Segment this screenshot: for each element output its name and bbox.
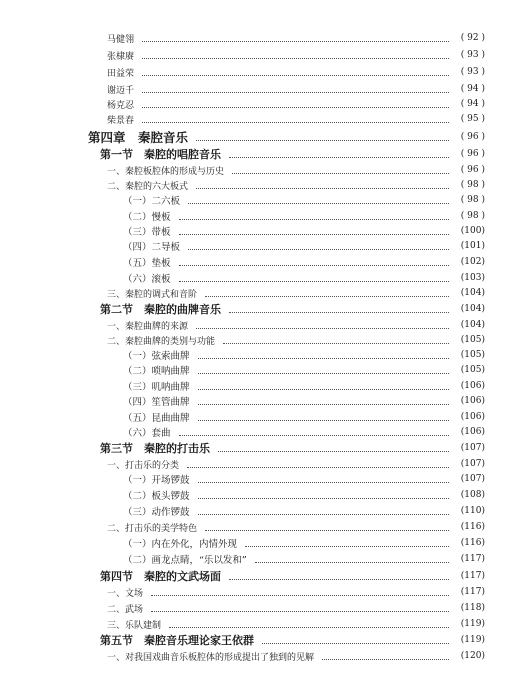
toc-entry-page: (120) [460,651,485,661]
dot-leader [188,203,449,204]
toc-entry-sub2 [0,409,515,425]
toc-entry-title: 二、秦腔的六大板式 [107,181,189,192]
toc-entry-person [0,81,515,97]
toc-entry-title: 一、对我国戏曲音乐板腔体的形成提出了独到的见解 [107,652,315,663]
toc-entry-page: ( 92 ) [460,33,485,43]
toc-entry-sub1 [0,177,515,193]
toc-entry-page: (104) [460,288,485,298]
toc-entry-title: 第四节 秦腔的文武场面 [100,570,221,583]
toc-entry-person [0,64,515,80]
toc-entry-page: (117) [460,571,485,581]
toc-entry-title: 柴景春 [107,115,135,126]
toc-entry-page: (100) [460,226,485,236]
dot-leader [218,451,449,452]
toc-entry-page: (102) [460,257,485,267]
toc-entry-title: 第四章 秦腔音乐 [88,130,189,145]
toc-entry-sub2 [0,223,515,239]
dot-leader [229,312,449,313]
toc-entry-page: ( 93 ) [460,50,485,60]
toc-entry-page: (119) [460,619,485,629]
toc-entry-title: （二）唢呐曲牌 [123,366,190,377]
toc-entry-sub2 [0,270,515,286]
toc-entry-title: （二）慢板 [123,212,171,223]
dot-leader [142,92,449,93]
toc-entry-page: (117) [460,554,485,564]
toc-entry-sub2 [0,535,515,551]
dot-leader [198,498,449,499]
toc-entry-page: (106) [460,396,485,406]
toc-entry-title: （四）二导板 [123,242,181,253]
dot-leader [205,530,449,531]
toc-entry-title: （三）动作锣鼓 [123,507,190,518]
toc-entry-page: (119) [460,635,485,645]
toc-entry-title: （三）带板 [123,227,171,238]
toc-entry-title: 第三节 秦腔的打击乐 [100,442,210,455]
dot-leader [229,579,449,580]
toc-entry-sub2 [0,551,515,567]
toc-entry-page: ( 98 ) [460,211,485,221]
toc-entry-page: (105) [460,335,485,345]
toc-entry-sub1 [0,162,515,178]
toc-entry-page: (117) [460,587,485,597]
toc-entry-page: (116) [460,522,485,532]
dot-leader [196,328,449,329]
toc-entry-title: 一、打击乐的分类 [107,460,180,471]
toc-entry-title: 三、秦腔的调式和音阶 [107,289,198,300]
toc-entry-page: (108) [460,490,485,500]
dot-leader [179,265,449,266]
toc-entry-page: ( 98 ) [460,180,485,190]
toc-entry-title: 第五节 秦腔音乐理论家王依群 [100,634,254,647]
dot-leader [229,157,449,158]
toc-entry-page: (118) [460,603,485,613]
dot-leader [262,643,449,644]
dot-leader [142,41,449,42]
toc-entry-sub1 [0,456,515,472]
toc-entry-page: (105) [460,365,485,375]
toc-entry-title: （一）二六板 [123,196,181,207]
dot-leader [142,58,449,59]
toc-entry-page: ( 93 ) [460,67,485,77]
toc-entry-section [0,632,515,648]
toc-entry-title: 马健翎 [107,34,135,45]
toc-entry-title: 谢迈千 [107,85,135,96]
toc-entry-section [0,146,515,162]
toc-entry-sub2 [0,192,515,208]
dot-leader [196,188,449,189]
toc-entry-page: (105) [460,350,485,360]
toc-entry-title: （六）滚板 [123,274,171,285]
toc-entry-page: (104) [460,320,485,330]
toc-entry-title: 一、文场 [107,588,144,599]
toc-entry-page: (107) [460,459,485,469]
dot-leader [223,343,449,344]
dot-leader [188,249,449,250]
dot-leader [142,122,449,123]
toc-entry-section [0,301,515,317]
dot-leader [198,389,449,390]
dot-leader [187,467,449,468]
toc-entry-sub1 [0,584,515,600]
dot-leader [245,546,449,547]
dot-leader [198,482,449,483]
toc-entry-page: (101) [460,241,485,251]
toc-entry-sub2 [0,208,515,224]
dot-leader [322,659,449,660]
dot-leader [198,514,449,515]
toc-entry-title: 二、打击乐的美学特色 [107,523,198,534]
toc-entry-title: 张棣赓 [107,51,135,62]
toc-entry-page: ( 96 ) [460,149,485,159]
toc-entry-page: ( 96 ) [460,132,485,142]
toc-entry-page: (106) [460,412,485,422]
dot-leader [198,373,449,374]
toc-entry-sub2 [0,393,515,409]
toc-entry-page: (107) [460,474,485,484]
dot-leader [169,627,449,628]
toc-entry-sub1 [0,600,515,616]
toc-entry-title: 二、秦腔曲牌的类别与功能 [107,336,216,347]
dot-leader [179,435,449,436]
toc-entry-title: （二）板头锣鼓 [123,491,190,502]
toc-entry-section [0,568,515,584]
toc-entry-title: （三）叽呐曲牌 [123,382,190,393]
toc-entry-chapter [0,129,515,145]
toc-entry-page: ( 95 ) [460,114,485,124]
toc-entry-sub1 [0,332,515,348]
toc-entry-sub2 [0,487,515,503]
toc-entry-sub2 [0,378,515,394]
toc-entry-title: 田益荣 [107,68,135,79]
toc-entry-sub2 [0,254,515,270]
toc-entry-sub1 [0,616,515,632]
toc-entry-person [0,47,515,63]
toc-entry-sub2 [0,424,515,440]
toc-entry-title: （一）内在外化，内情外现 [123,539,238,550]
toc-entry-title: 二、武场 [107,604,144,615]
toc-entry-page: (116) [460,538,485,548]
toc-entry-person [0,111,515,127]
dot-leader [179,219,449,220]
toc-entry-title: （一）弦索曲牌 [123,351,190,362]
toc-entry-page: ( 94 ) [460,99,485,109]
toc-entry-title: （一）开场锣鼓 [123,475,190,486]
dot-leader [142,75,449,76]
toc-entry-person [0,30,515,46]
dot-leader [255,562,449,563]
dot-leader [205,296,449,297]
dot-leader [151,611,449,612]
toc-entry-title: （五）垫板 [123,258,171,269]
toc-entry-page: ( 98 ) [460,195,485,205]
toc-entry-sub2 [0,471,515,487]
toc-entry-page: (107) [460,443,485,453]
dot-leader [232,173,449,174]
toc-entry-page: (106) [460,381,485,391]
toc-entry-title: 第一节 秦腔的唱腔音乐 [100,148,221,161]
toc-entry-sub2 [0,362,515,378]
toc-entry-title: （五）昆曲曲牌 [123,413,190,424]
dot-leader [179,234,449,235]
toc-entry-title: （六）套曲 [123,428,171,439]
dot-leader [151,595,449,596]
toc-entry-page: (110) [460,506,485,516]
toc-entry-sub1 [0,285,515,301]
toc-entry-title: 一、秦腔曲牌的来源 [107,321,189,332]
toc-entry-page: (104) [460,304,485,314]
toc-entry-sub1 [0,648,515,664]
dot-leader [179,281,449,282]
toc-entry-sub2 [0,503,515,519]
toc-entry-page: (103) [460,273,485,283]
toc-entry-title: （四）笙管曲牌 [123,397,190,408]
toc-entry-title: 一、秦腔板腔体的形成与历史 [107,166,225,177]
toc-entry-title: 杨克忍 [107,100,135,111]
dot-leader [198,404,449,405]
dot-leader [142,107,449,108]
toc-entry-sub1 [0,317,515,333]
toc-entry-title: 三、乐队建制 [107,620,162,631]
toc-entry-page: ( 96 ) [460,165,485,175]
toc-entry-title: （二）画龙点睛，“乐以发和” [123,555,247,566]
toc-entry-person [0,96,515,112]
toc-entry-section [0,440,515,456]
toc-entry-title: 第二节 秦腔的曲牌音乐 [100,303,221,316]
toc-entry-sub1 [0,519,515,535]
dot-leader [198,358,449,359]
toc-entry-sub2 [0,238,515,254]
dot-leader [196,140,449,141]
toc-entry-sub2 [0,347,515,363]
toc-entry-page: ( 94 ) [460,84,485,94]
dot-leader [198,420,449,421]
toc-entry-page: (106) [460,427,485,437]
